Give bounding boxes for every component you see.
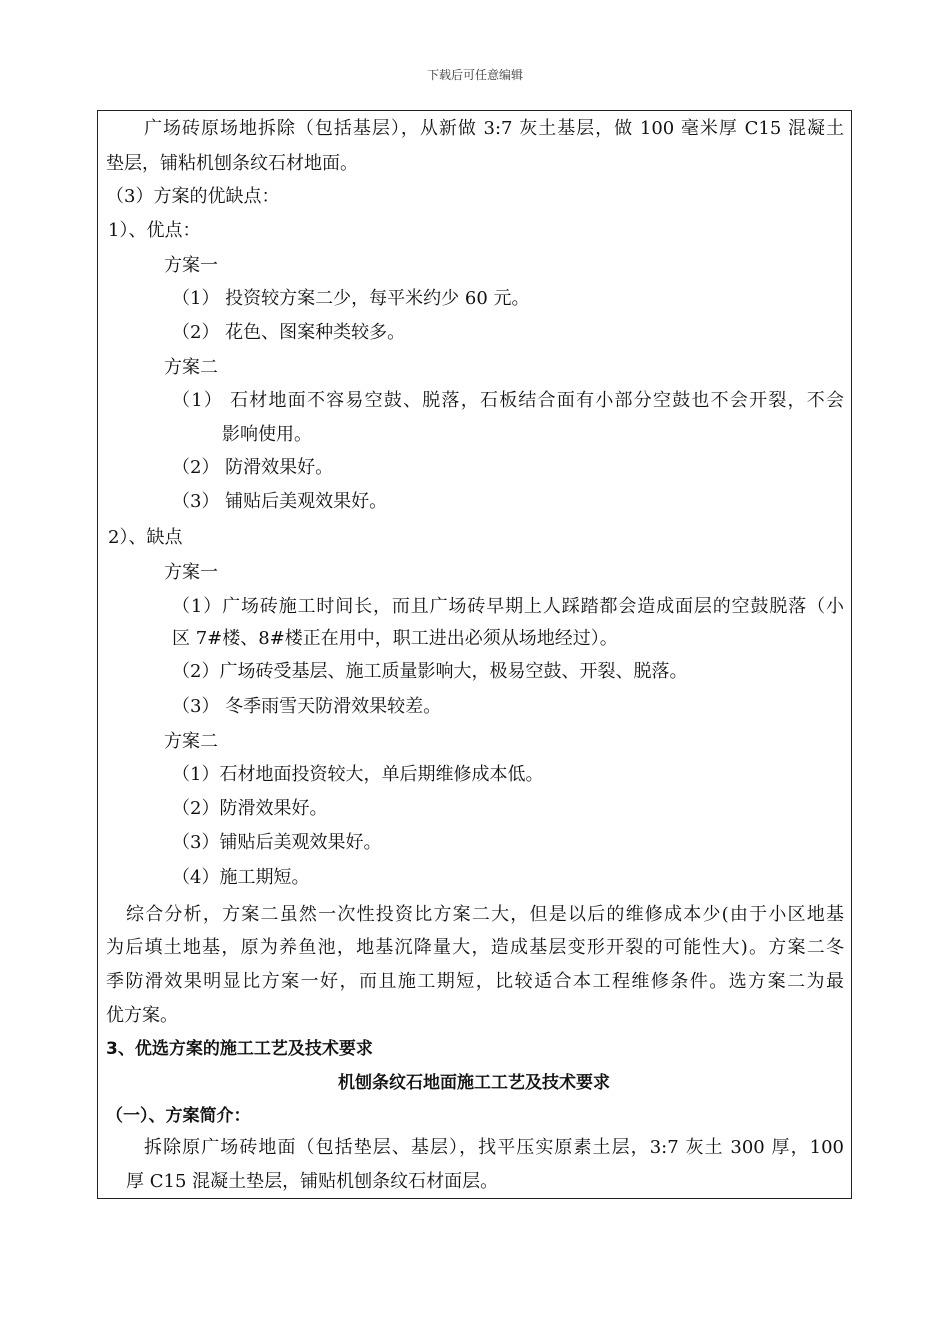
body-line: 拆除原广场砖地面（包括垫层、基层），找平压实原素土层，3:7 灰土 300 厚，100 <box>144 1137 844 1158</box>
centered-title: 机刨条纹石地面施工工艺及技术要求 <box>338 1073 610 1093</box>
subsection-heading: 1）、优点： <box>108 220 201 241</box>
list-item: （3）铺贴后美观效果好。 <box>172 832 382 853</box>
body-line: 为后填土地基，原为养鱼池，地基沉降量大，造成基层变形开裂的可能性大)。方案二冬 <box>106 937 844 958</box>
section-heading: 3、优选方案的施工工艺及技术要求 <box>106 1039 373 1059</box>
body-line: 季防滑效果明显比方案一好，而且施工期短，比较适合本工程维修条件。选方案二为最 <box>106 971 844 992</box>
option-title: 方案一 <box>164 255 218 276</box>
body-line: 优方案。 <box>106 1005 178 1026</box>
option-title: 方案一 <box>164 562 218 583</box>
list-item: （4）施工期短。 <box>172 867 310 888</box>
list-item: （2）广场砖受基层、施工质量影响大，极易空鼓、开裂、脱落。 <box>172 661 688 682</box>
list-item: （2） 花色、图案种类较多。 <box>172 322 406 343</box>
body-line: 广场砖原场地拆除（包括基层），从新做 3:7 灰土基层，做 100 毫米厚 C15 混凝土 <box>144 118 844 139</box>
page-header: 下载后可任意编辑 <box>426 68 523 82</box>
list-item: （1）广场砖施工时间长，而且广场砖早期上人踩踏都会造成面层的空鼓脱落（小 <box>172 596 844 617</box>
option-title: 方案二 <box>164 731 218 752</box>
body-line: 垫层，铺粘机刨条纹石材地面。 <box>106 153 358 174</box>
list-item-continuation: 影响使用。 <box>222 424 312 445</box>
content-frame <box>97 110 852 1199</box>
list-item: （1） 投资较方案二少，每平米约少 60 元。 <box>172 288 530 309</box>
list-item: （1）石材地面投资较大，单后期维修成本低。 <box>172 764 544 785</box>
list-item: （3） 铺贴后美观效果好。 <box>172 491 388 512</box>
list-item-continuation: 区 7#楼、8#楼正在用中，职工进出必须从场地经过）。 <box>172 628 618 649</box>
subsection-heading: 2）、缺点 <box>108 527 183 548</box>
list-item: （1） 石材地面不容易空鼓、脱落，石板结合面有小部分空鼓也不会开裂，不会 <box>172 390 844 411</box>
body-line: 综合分析，方案二虽然一次性投资比方案二大，但是以后的维修成本少(由于小区地基 <box>126 904 844 925</box>
body-line: 厚 C15 混凝土垫层，铺贴机刨条纹石材面层。 <box>126 1171 499 1192</box>
section-heading: （3）方案的优缺点： <box>106 186 280 207</box>
section-heading: （一）、方案简介： <box>106 1106 251 1126</box>
list-item: （3） 冬季雨雪天防滑效果较差。 <box>172 696 442 717</box>
option-title: 方案二 <box>164 357 218 378</box>
list-item: （2） 防滑效果好。 <box>172 457 334 478</box>
list-item: （2）防滑效果好。 <box>172 798 328 819</box>
